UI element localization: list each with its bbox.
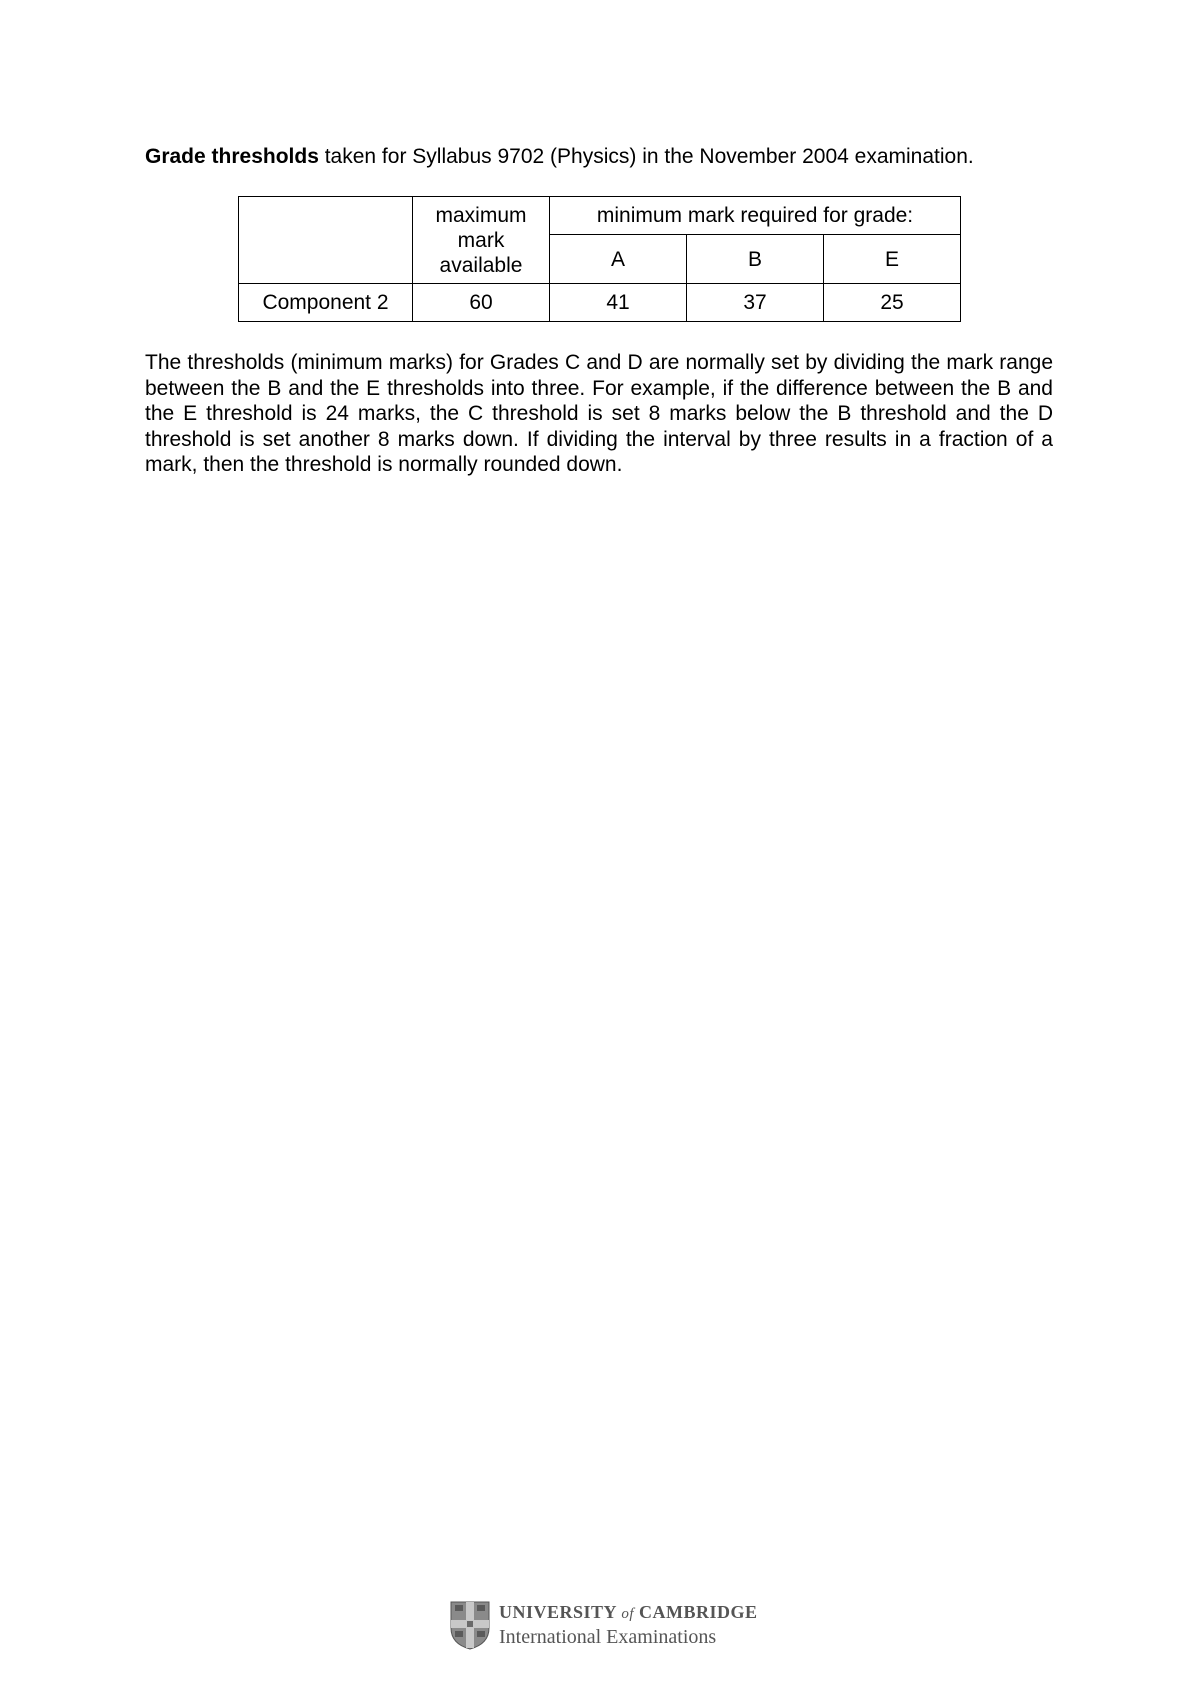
intro-rest: taken for Syllabus 9702 (Physics) in the November 2004 examination. [318, 145, 974, 168]
grade-header-a: A [550, 235, 687, 284]
logo-line-international: International Examinations [499, 1626, 717, 1648]
intro-sentence [145, 144, 974, 170]
max-mark-header-text: maximum mark available [435, 203, 527, 277]
table-row [239, 284, 961, 322]
cambridge-crest-icon [449, 1600, 491, 1650]
logo-line-university [499, 1601, 758, 1625]
table-corner-cell [239, 197, 413, 284]
grade-a-value: 41 [550, 284, 687, 322]
max-mark-value: 60 [413, 284, 550, 322]
intro-bold: Grade thresholds [145, 145, 319, 168]
component-label: Component 2 [239, 284, 413, 322]
logo-cambridge-word: CAMBRIDGE [639, 1602, 758, 1622]
thresholds-explanation: The thresholds (minimum marks) for Grades C and D are normally set by dividing the mark range between the B and the E thresholds into three. For example, if the difference between the B and the E threshold is 24 marks, the C threshold is set 8 marks below the B threshold and the D threshold is set another 8 marks down. If dividing the interval by three results in a fraction of a mark, then the threshold is normally rounded down. [145, 351, 1053, 477]
grade-header-b: B [687, 235, 824, 284]
grade-thresholds-table [238, 196, 961, 322]
logo-of-word: of [621, 1606, 635, 1622]
grade-e-value: 25 [824, 284, 961, 322]
cambridge-logo [449, 1600, 758, 1650]
grade-b-value: 37 [687, 284, 824, 322]
max-mark-header [413, 197, 550, 284]
logo-wordmark [499, 1601, 758, 1649]
min-mark-header: minimum mark required for grade: [550, 197, 961, 235]
grade-header-e: E [824, 235, 961, 284]
logo-university-word: UNIVERSITY [499, 1602, 617, 1622]
